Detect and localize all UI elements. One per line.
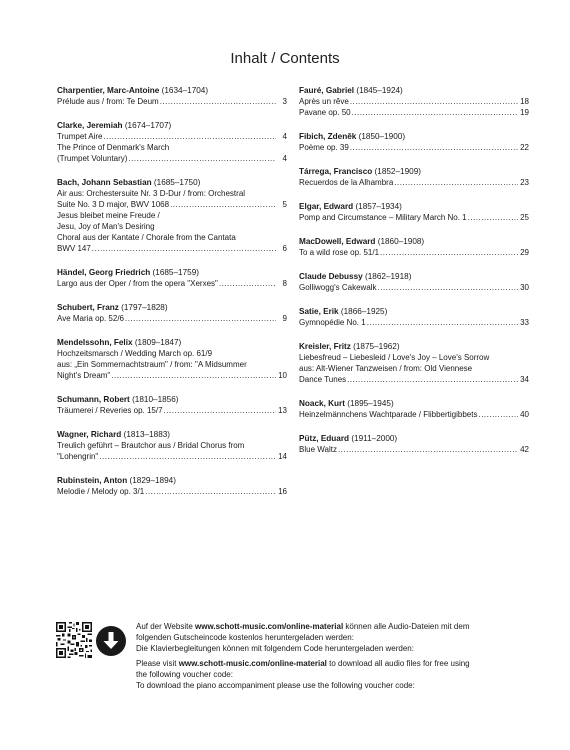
page-number: 9 xyxy=(282,314,287,323)
composer-entry xyxy=(57,267,287,289)
composer-entry xyxy=(57,120,287,164)
website-link[interactable]: www.schott-music.com/online-material xyxy=(195,622,344,631)
dot-leader xyxy=(347,374,518,385)
toc-line xyxy=(57,199,287,210)
dot-leader xyxy=(378,282,518,293)
piece-title: Blue Waltz xyxy=(299,445,337,454)
piece-title: Jesus bleibet meine Freude / xyxy=(57,211,160,220)
toc-line xyxy=(57,153,287,164)
composer-name: Charpentier, Marc-Antoine xyxy=(57,86,160,95)
piece-line xyxy=(299,352,529,363)
footer-de-line-1: Auf der Website www.schott-music.com/online-material können alle Audio-Dateien mit dem xyxy=(136,622,470,631)
composer-heading xyxy=(57,85,287,96)
qr-code-icon[interactable] xyxy=(56,622,92,658)
page-number: 34 xyxy=(520,375,529,384)
page-number: 42 xyxy=(520,445,529,454)
composer-heading xyxy=(299,236,529,247)
piece-title: Poème op. 39 xyxy=(299,143,349,152)
composer-name: Clarke, Jeremiah xyxy=(57,121,123,130)
page-number: 29 xyxy=(520,248,529,257)
piece-title: Air aus: Orchestersuite Nr. 3 D-Dur / from: Orchestral xyxy=(57,189,246,198)
dot-leader xyxy=(350,142,518,153)
composer-heading xyxy=(57,337,287,348)
toc-line xyxy=(57,486,287,497)
page-number: 3 xyxy=(282,97,287,106)
composer-name: MacDowell, Edward xyxy=(299,237,376,246)
page-number: 14 xyxy=(278,452,287,461)
composer-name: Noack, Kurt xyxy=(299,399,345,408)
dot-leader xyxy=(128,153,276,164)
piece-title: Jesu, Joy of Man's Desiring xyxy=(57,222,155,231)
toc-line xyxy=(299,212,529,223)
piece-line xyxy=(57,440,287,451)
piece-title: Pomp and Circumstance – Military March No. 1 xyxy=(299,213,467,222)
toc-line xyxy=(57,96,287,107)
piece-title: Après un rêve xyxy=(299,97,349,106)
toc-line xyxy=(57,405,287,416)
toc-line xyxy=(299,177,529,188)
composer-dates: (1852–1909) xyxy=(374,167,421,176)
piece-title: Golliwogg's Cakewalk xyxy=(299,283,377,292)
piece-line xyxy=(57,142,287,153)
page-number: 10 xyxy=(278,371,287,380)
composer-heading xyxy=(57,120,287,131)
page-number: 16 xyxy=(278,487,287,496)
download-arrow-icon[interactable] xyxy=(96,626,126,656)
composer-entry xyxy=(299,236,529,258)
piece-title: Suite No. 3 D major, BWV 1068 xyxy=(57,200,170,209)
composer-entry xyxy=(57,475,287,497)
composer-dates: (1685–1750) xyxy=(153,178,201,187)
dot-leader xyxy=(468,212,518,223)
composer-name: Wagner, Richard xyxy=(57,430,122,439)
composer-entry xyxy=(299,341,529,385)
toc-line xyxy=(299,247,529,258)
composer-heading xyxy=(299,131,529,142)
composer-heading xyxy=(299,433,529,444)
page-number: 25 xyxy=(520,213,529,222)
piece-title: Ave Maria op. 52/6 xyxy=(57,314,125,323)
toc-line xyxy=(57,370,287,381)
composer-dates: (1895–1945) xyxy=(347,399,394,408)
toc-line xyxy=(299,142,529,153)
toc-line xyxy=(57,451,287,462)
composer-dates: (1866–1925) xyxy=(340,307,388,316)
composer-entry xyxy=(299,433,529,455)
piece-title: Heinzelmännchens Wachtparade / Flibbertigibbets xyxy=(299,410,478,419)
dot-leader xyxy=(338,444,518,455)
piece-title: Choral aus der Kantate / Chorale from the Cantata xyxy=(57,233,236,242)
composer-name: Händel, Georg Friedrich xyxy=(57,268,151,277)
composer-name: Mendelssohn, Felix xyxy=(57,338,133,347)
page-number: 4 xyxy=(282,132,287,141)
piece-title: Recuerdos de la Alhambra xyxy=(299,178,394,187)
website-link[interactable]: www.schott-music.com/online-material xyxy=(178,659,327,669)
footer-en-line-2: the following voucher code: xyxy=(136,670,233,680)
dot-leader xyxy=(145,486,276,497)
page-number: 8 xyxy=(282,279,287,288)
toc-line xyxy=(57,313,287,324)
piece-title: aus: „Ein Sommernachtstraum" / from: "A Midsummer xyxy=(57,360,247,369)
composer-name: Fibich, Zdeněk xyxy=(299,132,357,141)
composer-heading xyxy=(57,302,287,313)
piece-title: Hochzeitsmarsch / Wedding March op. 61/9 xyxy=(57,349,213,358)
piece-title: Trumpet Aire xyxy=(57,132,103,141)
composer-entry xyxy=(299,271,529,293)
piece-title: Prélude aus / from: Te Deum xyxy=(57,97,159,106)
toc-line xyxy=(57,278,287,289)
composer-entry xyxy=(57,85,287,107)
piece-title: Night's Dream" xyxy=(57,371,111,380)
composer-heading xyxy=(299,398,529,409)
footer-en-line-3: To download the piano accompaniment please use the following voucher code: xyxy=(136,680,415,690)
piece-title: BWV 147 xyxy=(57,244,91,253)
piece-line xyxy=(57,359,287,370)
dot-leader xyxy=(367,317,518,328)
composer-dates: (1685–1759) xyxy=(152,268,199,277)
composer-name: Rubinstein, Anton xyxy=(57,476,128,485)
piece-title: (Trumpet Voluntary) xyxy=(57,154,128,163)
dot-leader xyxy=(164,405,276,416)
composer-dates: (1875–1962) xyxy=(353,342,400,351)
toc-line xyxy=(299,444,529,455)
piece-title: Träumerei / Reveries op. 15/7 xyxy=(57,406,163,415)
piece-title: The Prince of Denmark's March xyxy=(57,143,170,152)
composer-dates: (1857–1934) xyxy=(355,202,402,211)
footer-en-line-1: Please visit www.schott-music.com/online-material to download all audio files for free using xyxy=(136,659,470,669)
composer-dates: (1809–1847) xyxy=(134,338,182,347)
composer-dates: (1634–1704) xyxy=(161,86,209,95)
toc-line xyxy=(57,243,287,254)
dot-leader xyxy=(380,247,518,258)
piece-title: Melodie / Melody op. 3/1 xyxy=(57,487,145,496)
dot-leader xyxy=(160,96,276,107)
piece-title: Pavane op. 50 xyxy=(299,108,351,117)
toc-line xyxy=(299,282,529,293)
piece-line xyxy=(57,348,287,359)
composer-name: Tárrega, Francisco xyxy=(299,167,373,176)
composer-heading xyxy=(299,271,529,282)
toc-line xyxy=(299,374,529,385)
page-number: 19 xyxy=(520,108,529,117)
page-number: 23 xyxy=(520,178,529,187)
composer-name: Schumann, Robert xyxy=(57,395,130,404)
dot-leader xyxy=(394,177,518,188)
piece-title: Largo aus der Oper / from the opera "Xerxes" xyxy=(57,279,218,288)
composer-name: Schubert, Franz xyxy=(57,303,119,312)
composer-dates: (1829–1894) xyxy=(129,476,176,485)
composer-entry xyxy=(57,302,287,324)
dot-leader xyxy=(125,313,276,324)
footer-de-line-2: folgenden Gutscheincode kostenlos heruntergeladen werden: xyxy=(136,632,354,642)
page-number: 30 xyxy=(520,283,529,292)
composer-dates: (1860–1908) xyxy=(377,237,425,246)
piece-line xyxy=(57,188,287,199)
composer-dates: (1674–1707) xyxy=(124,121,172,130)
page-number: 33 xyxy=(520,318,529,327)
dot-leader xyxy=(170,199,276,210)
composer-dates: (1845–1924) xyxy=(356,86,403,95)
composer-dates: (1797–1828) xyxy=(121,303,168,312)
piece-title: Gymnopédie No. 1 xyxy=(299,318,366,327)
piece-title: aus: Alt-Wiener Tanzweisen / from: Old Viennese xyxy=(299,364,473,373)
composer-entry xyxy=(57,337,287,381)
composer-heading xyxy=(299,166,529,177)
composer-name: Fauré, Gabriel xyxy=(299,86,355,95)
composer-name: Claude Debussy xyxy=(299,272,363,281)
composer-heading xyxy=(299,85,529,96)
composer-dates: (1911–2000) xyxy=(351,434,398,443)
piece-title: Treulich geführt – Brautchor aus / Bridal Chorus from xyxy=(57,441,245,450)
toc-line xyxy=(57,131,287,142)
composer-dates: (1810–1856) xyxy=(132,395,179,404)
composer-dates: (1850–1900) xyxy=(358,132,406,141)
contents-column-right xyxy=(299,85,529,468)
page-number: 5 xyxy=(282,200,287,209)
composer-name: Bach, Johann Sebastian xyxy=(57,178,152,187)
composer-heading xyxy=(299,201,529,212)
piece-line xyxy=(299,363,529,374)
composer-name: Elgar, Edward xyxy=(299,202,354,211)
voucher-instructions xyxy=(136,622,556,692)
dot-leader xyxy=(111,370,276,381)
dot-leader xyxy=(99,451,276,462)
dot-leader xyxy=(350,96,518,107)
composer-entry xyxy=(57,429,287,462)
dot-leader xyxy=(478,409,518,420)
piece-title: "Lohengrin" xyxy=(57,452,99,461)
composer-name: Satie, Erik xyxy=(299,307,339,316)
composer-heading xyxy=(299,306,529,317)
piece-line xyxy=(57,232,287,243)
composer-heading xyxy=(57,429,287,440)
composer-dates: (1862–1918) xyxy=(364,272,412,281)
piece-title: To a wild rose op. 51/1 xyxy=(299,248,380,257)
dot-leader xyxy=(219,278,276,289)
composer-heading xyxy=(57,475,287,486)
toc-line xyxy=(299,409,529,420)
footer-de-line-3: Die Klavierbegleitungen können mit folgendem Code heruntergeladen werden: xyxy=(136,643,414,653)
dot-leader xyxy=(352,107,518,118)
page-number: 40 xyxy=(520,410,529,419)
piece-title: Dance Tunes xyxy=(299,375,347,384)
composer-heading xyxy=(299,341,529,352)
composer-dates: (1813–1883) xyxy=(123,430,171,439)
composer-heading xyxy=(57,177,287,188)
toc-line xyxy=(299,96,529,107)
composer-entry xyxy=(57,177,287,254)
piece-line xyxy=(57,221,287,232)
toc-line xyxy=(299,317,529,328)
page-number: 6 xyxy=(282,244,287,253)
page-number: 13 xyxy=(278,406,287,415)
contents-column-left xyxy=(57,85,287,510)
composer-entry xyxy=(299,201,529,223)
dot-leader xyxy=(92,243,276,254)
toc-line xyxy=(299,107,529,118)
page-number: 22 xyxy=(520,143,529,152)
composer-heading xyxy=(57,267,287,278)
piece-line xyxy=(57,210,287,221)
page-title: Inhalt / Contents xyxy=(230,50,340,67)
composer-entry xyxy=(299,166,529,188)
composer-entry xyxy=(57,394,287,416)
piece-title: Liebesfreud – Liebesleid / Love's Joy – Love's Sorrow xyxy=(299,353,490,362)
composer-entry xyxy=(299,85,529,118)
composer-entry xyxy=(299,131,529,153)
composer-name: Kreisler, Fritz xyxy=(299,342,351,351)
page-number: 18 xyxy=(520,97,529,106)
composer-entry xyxy=(299,398,529,420)
composer-name: Pütz, Eduard xyxy=(299,434,350,443)
composer-heading xyxy=(57,394,287,405)
composer-entry xyxy=(299,306,529,328)
page-number: 4 xyxy=(282,154,287,163)
dot-leader xyxy=(104,131,277,142)
